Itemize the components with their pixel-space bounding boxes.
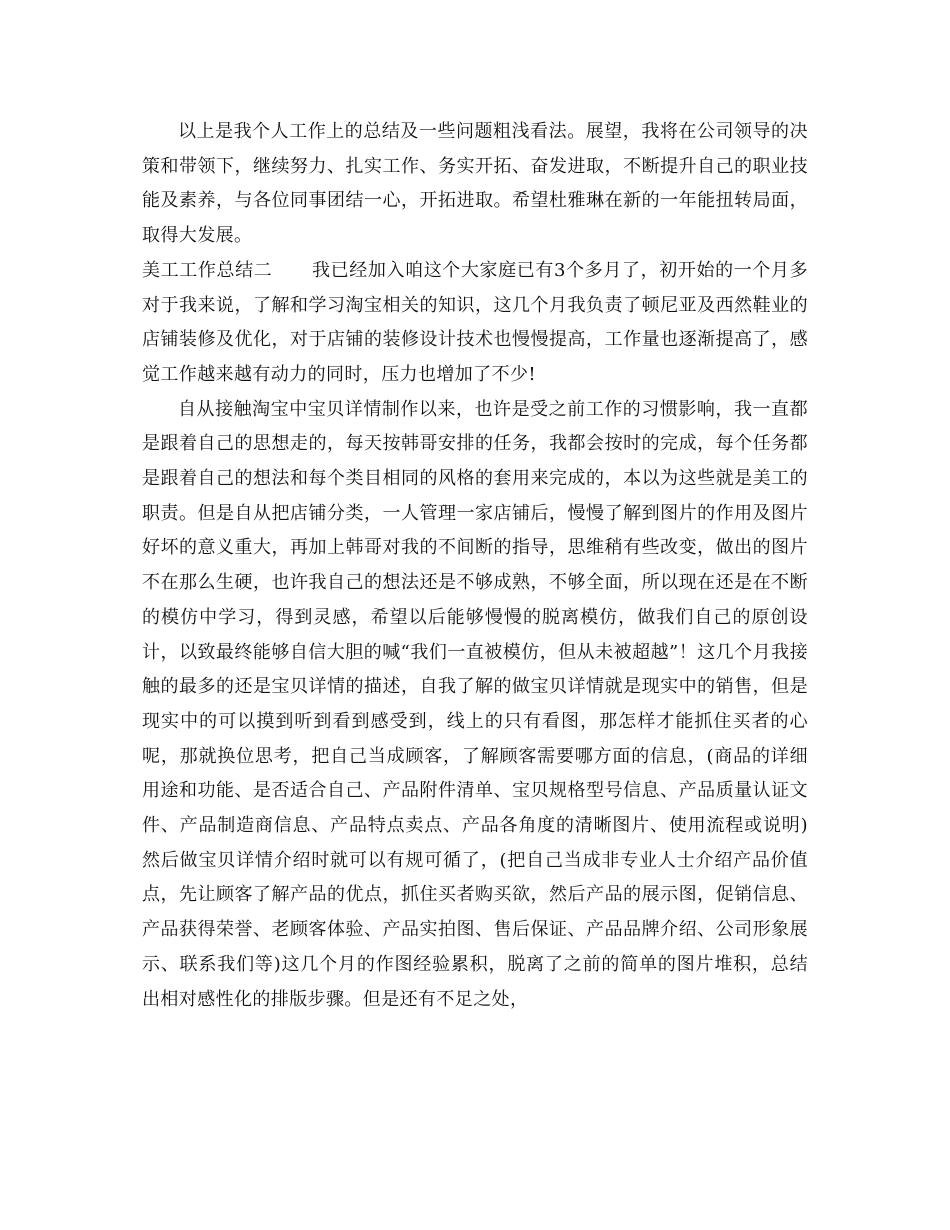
paragraph-section-two bbox=[142, 254, 808, 393]
paragraph-conclusion: 以上是我个人工作上的总结及一些问题粗浅看法。展望，我将在公司领导的决策和带领下，继续努力、扎实工作、务实开拓、奋发进取，不断提升自己的职业技能及素养，与各位同事团结一心，开拓进取。希望杜雅琳在新的一年能扭转局面，取得大发展。 bbox=[142, 121, 808, 247]
paragraph-section-two-text: 我已经加入咱这个大家庭已有3个多月了，初开始的一个月多对于我来说，了解和学习淘宝相关的知识，这几个月我负责了顿尼亚及西然鞋业的店铺装修及优化，对于店铺的装修设计技术也慢慢提高，工作量也逐渐提高了，感觉工作越来越有动力的同时，压力也增加了不少! bbox=[142, 259, 808, 385]
section-heading: 美工工作总结二 bbox=[142, 259, 273, 281]
document-page bbox=[142, 115, 808, 1017]
paragraph-detail-work: 自从接触淘宝中宝贝详情制作以来，也许是受之前工作的习惯影响，我一直都是跟着自己的思想走的，每天按韩哥安排的任务，我都会按时的完成，每个任务都是跟着自己的想法和每个类目相同的风格的套用来完成的，本以为这些就是美工的职责。但是自从把店铺分类，一人管理一家店铺后，慢慢了解到图片的作用及图片好坏的意义重大，再加上韩哥对我的不间断的指导，思维稍有些改变，做出的图片不在那么生硬，也许我自己的想法还是不够成熟，不够全面，所以现在还是在不断的模仿中学习，得到灵感，希望以后能够慢慢的脱离模仿，做我们自己的原创设计，以致最终能够自信大胆的喊“我们一直被模仿，但从未被超越”！这几个月我接触的最多的还是宝贝详情的描述，自我了解的做宝贝详情就是现实中的销售，但是现实中的可以摸到听到看到感受到，线上的只有看图，那怎样才能抓住买者的心呢，那就换位思考，把自己当成顾客，了解顾客需要哪方面的信息，(商品的详细用途和功能、是否适合自己、产品附件清单、宝贝规格型号信息、产品质量认证文件、产品制造商信息、产品特点卖点、产品各角度的清晰图片、使用流程或说明)然后做宝贝详情介绍时就可以有规可循了，(把自己当成非专业人士介绍产品价值点，先让顾客了解产品的优点，抓住买者购买欲，然后产品的展示图，促销信息、产品获得荣誉、老顾客体验、产品实拍图、售后保证、产品品牌介绍、公司形象展示、联系我们等)这几个月的作图经验累积，脱离了之前的简单的图片堆积，总结出相对感性化的排版步骤。但是还有不足之处， bbox=[142, 398, 808, 1010]
